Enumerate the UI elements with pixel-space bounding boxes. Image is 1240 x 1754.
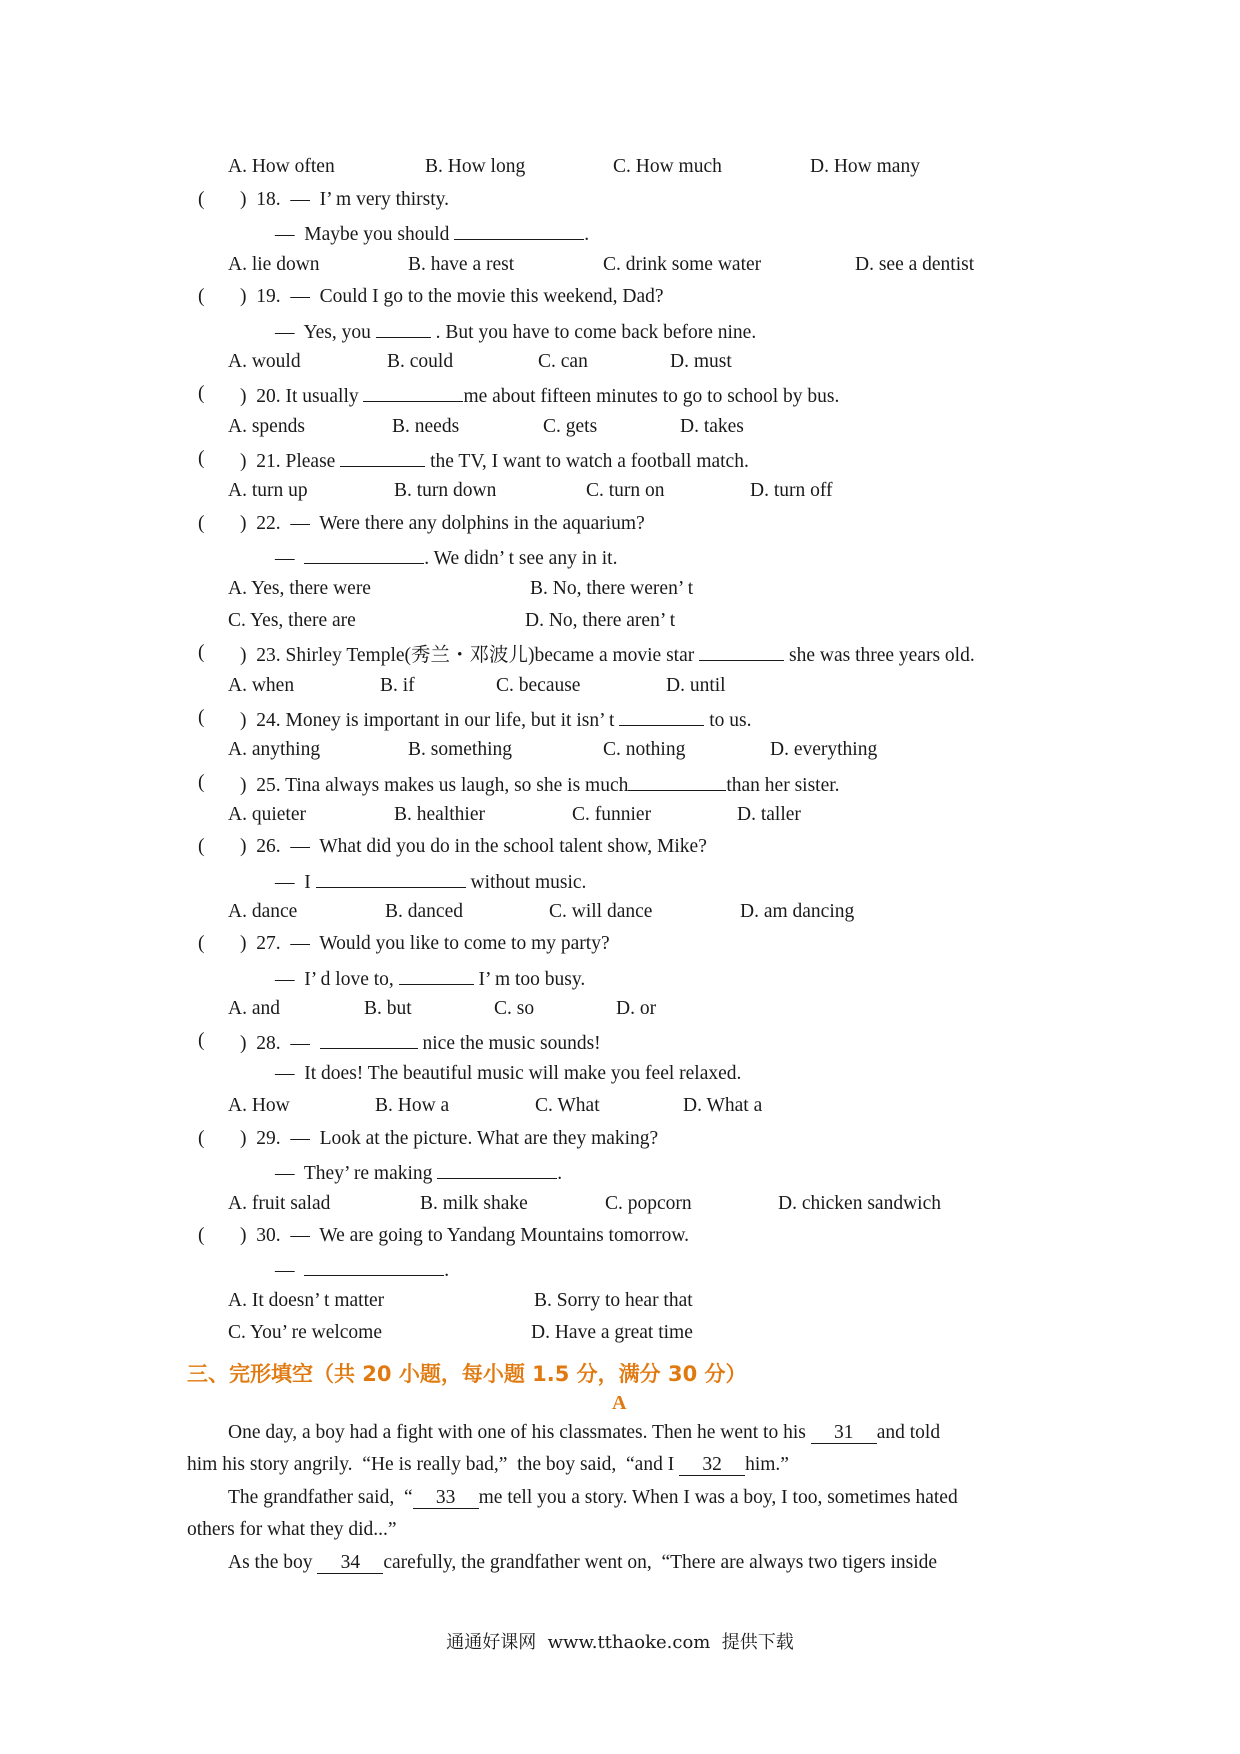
q30-reply: — .: [275, 1260, 450, 1281]
q25-option-d: D. taller: [737, 804, 801, 825]
passage-line-3: The grandfather said, “ 33 me tell you a story. When I was a boy, I too, sometimes hated: [228, 1487, 958, 1508]
blank-32[interactable]: 32: [679, 1455, 745, 1476]
blank-33[interactable]: 33: [413, 1488, 479, 1509]
q28-stem: ) 28. — nice the music sounds!: [240, 1033, 601, 1054]
q21-option-b: B. turn down: [394, 480, 497, 501]
q26-option-c: C. will dance: [549, 901, 653, 922]
q27-option-d: D. or: [616, 998, 657, 1019]
q21-paren: (: [198, 448, 205, 469]
q28-option-a: A. How: [228, 1095, 290, 1116]
q23-option-a: A. when: [228, 675, 295, 696]
q29-option-a: A. fruit salad: [228, 1193, 331, 1214]
q19-stem: ) 19. — Could I go to the movie this weekend, Dad?: [240, 286, 664, 307]
q20-option-d: D. takes: [680, 416, 744, 437]
q23-blank[interactable]: [699, 643, 784, 661]
q24-option-b: B. something: [408, 739, 513, 760]
q20-option-c: C. gets: [543, 416, 598, 437]
blank-34[interactable]: 34: [317, 1553, 383, 1574]
q18-option-a: A. lie down: [228, 254, 320, 275]
q27-blank[interactable]: [399, 967, 474, 985]
q24-blank[interactable]: [619, 708, 704, 726]
q22-option-b: B. No, there weren’ t: [530, 578, 694, 599]
q18-blank[interactable]: [454, 222, 584, 240]
q25-blank[interactable]: [628, 773, 726, 791]
q30-option-b: B. Sorry to hear that: [534, 1290, 693, 1311]
q28-option-c: C. What: [535, 1095, 600, 1116]
q19-option-a: A. would: [228, 351, 301, 372]
q18-paren: (: [198, 189, 205, 210]
q29-option-c: C. popcorn: [605, 1193, 692, 1214]
passage-line-4: others for what they did...”: [187, 1519, 397, 1540]
q24-paren: (: [198, 707, 205, 728]
q18-stem: ) 18. — I’ m very thirsty.: [240, 189, 450, 210]
q22-reply: — . We didn’ t see any in it.: [275, 548, 618, 569]
q28-paren: (: [198, 1030, 205, 1051]
blank-31[interactable]: 31: [811, 1423, 877, 1444]
q18-option-d: D. see a dentist: [855, 254, 975, 275]
q18-option-b: B. have a rest: [408, 254, 515, 275]
q25-option-c: C. funnier: [572, 804, 652, 825]
q23-option-b: B. if: [380, 675, 415, 696]
q28-option-d: D. What a: [683, 1095, 763, 1116]
q20-paren: (: [198, 383, 205, 404]
q25-paren: (: [198, 772, 205, 793]
q19-paren: (: [198, 286, 205, 307]
q24-option-d: D. everything: [770, 739, 878, 760]
q23-option-c: C. because: [496, 675, 581, 696]
q26-paren: (: [198, 836, 205, 857]
q25-stem: ) 25. Tina always makes us laugh, so she is much than her sister.: [240, 775, 840, 796]
q19-option-b: B. could: [387, 351, 454, 372]
q17-option-d: D. How many: [810, 156, 920, 177]
q29-blank[interactable]: [437, 1161, 557, 1179]
passage-line-5: As the boy 34 carefully, the grandfather went on, “There are always two tigers inside: [228, 1552, 938, 1573]
section-heading: 三、完形填空（共 20 小题，每小题 1.5 分，满分 30 分）: [187, 1362, 747, 1386]
passage-line-1: One day, a boy had a fight with one of his classmates. Then he went to his 31 and told: [228, 1422, 941, 1443]
q25-option-b: B. healthier: [394, 804, 485, 825]
q27-option-c: C. so: [494, 998, 535, 1019]
q23-stem: ) 23. Shirley Temple(秀兰・邓波儿)became a movie star she was three years old.: [240, 645, 975, 666]
q19-reply: — Yes, you . But you have to come back before nine.: [275, 322, 757, 343]
q18-reply: — Maybe you should .: [275, 224, 590, 245]
q26-option-b: B. danced: [385, 901, 463, 922]
q29-option-b: B. milk shake: [420, 1193, 528, 1214]
q18-option-c: C. drink some water: [603, 254, 762, 275]
passage-label: A: [612, 1392, 627, 1414]
q21-option-a: A. turn up: [228, 480, 308, 501]
q26-option-d: D. am dancing: [740, 901, 855, 922]
q20-option-a: A. spends: [228, 416, 305, 437]
q23-option-d: D. until: [666, 675, 726, 696]
q22-blank[interactable]: [304, 546, 424, 564]
q30-option-c: C. You’ re welcome: [228, 1322, 382, 1343]
q26-option-a: A. dance: [228, 901, 298, 922]
q28-reply: — It does! The beautiful music will make you feel relaxed.: [275, 1063, 742, 1084]
q20-option-b: B. needs: [392, 416, 460, 437]
q27-stem: ) 27. — Would you like to come to my party?: [240, 933, 610, 954]
q27-option-a: A. and: [228, 998, 280, 1019]
q25-option-a: A. quieter: [228, 804, 306, 825]
passage-line-2: him his story angrily. “He is really bad,” the boy said, “and I 32 him.”: [187, 1454, 789, 1475]
q17-option-c: C. How much: [613, 156, 722, 177]
q26-reply: — I without music.: [275, 872, 587, 893]
q21-option-c: C. turn on: [586, 480, 665, 501]
q27-reply: — I’ d love to, I’ m too busy.: [275, 969, 586, 990]
q27-option-b: B. but: [364, 998, 412, 1019]
q30-paren: (: [198, 1225, 205, 1246]
q28-option-b: B. How a: [375, 1095, 450, 1116]
q21-stem: ) 21. Please the TV, I want to watch a football match.: [240, 451, 749, 472]
q20-blank[interactable]: [363, 384, 463, 402]
q22-stem: ) 22. — Were there any dolphins in the aquarium?: [240, 513, 645, 534]
q26-blank[interactable]: [316, 870, 466, 888]
footer-source: 通通好课网 www.tthaoke.com 提供下载: [446, 1632, 794, 1653]
q19-option-c: C. can: [538, 351, 588, 372]
q17-option-b: B. How long: [425, 156, 526, 177]
q22-paren: (: [198, 513, 205, 534]
q30-option-a: A. It doesn’ t matter: [228, 1290, 385, 1311]
q29-option-d: D. chicken sandwich: [778, 1193, 941, 1214]
q29-stem: ) 29. — Look at the picture. What are they making?: [240, 1128, 659, 1149]
q30-stem: ) 30. — We are going to Yandang Mountains tomorrow.: [240, 1225, 690, 1246]
q21-option-d: D. turn off: [750, 480, 833, 501]
q23-paren: (: [198, 642, 205, 663]
q24-option-a: A. anything: [228, 739, 321, 760]
q24-stem: ) 24. Money is important in our life, but it isn’ t to us.: [240, 710, 752, 731]
q29-reply: — They’ re making .: [275, 1163, 563, 1184]
q26-stem: ) 26. — What did you do in the school talent show, Mike?: [240, 836, 707, 857]
q19-option-d: D. must: [670, 351, 732, 372]
q22-option-c: C. Yes, there are: [228, 610, 356, 631]
q22-option-d: D. No, there aren’ t: [525, 610, 676, 631]
q17-option-a: A. How often: [228, 156, 335, 177]
q19-blank[interactable]: [376, 320, 431, 338]
q22-option-a: A. Yes, there were: [228, 578, 371, 599]
q20-stem: ) 20. It usually me about fifteen minutes to go to school by bus.: [240, 386, 840, 407]
q29-paren: (: [198, 1128, 205, 1149]
q28-blank[interactable]: [320, 1031, 418, 1049]
q24-option-c: C. nothing: [603, 739, 686, 760]
q30-option-d: D. Have a great time: [531, 1322, 693, 1343]
q30-blank[interactable]: [304, 1258, 444, 1276]
q21-blank[interactable]: [340, 449, 425, 467]
q27-paren: (: [198, 933, 205, 954]
